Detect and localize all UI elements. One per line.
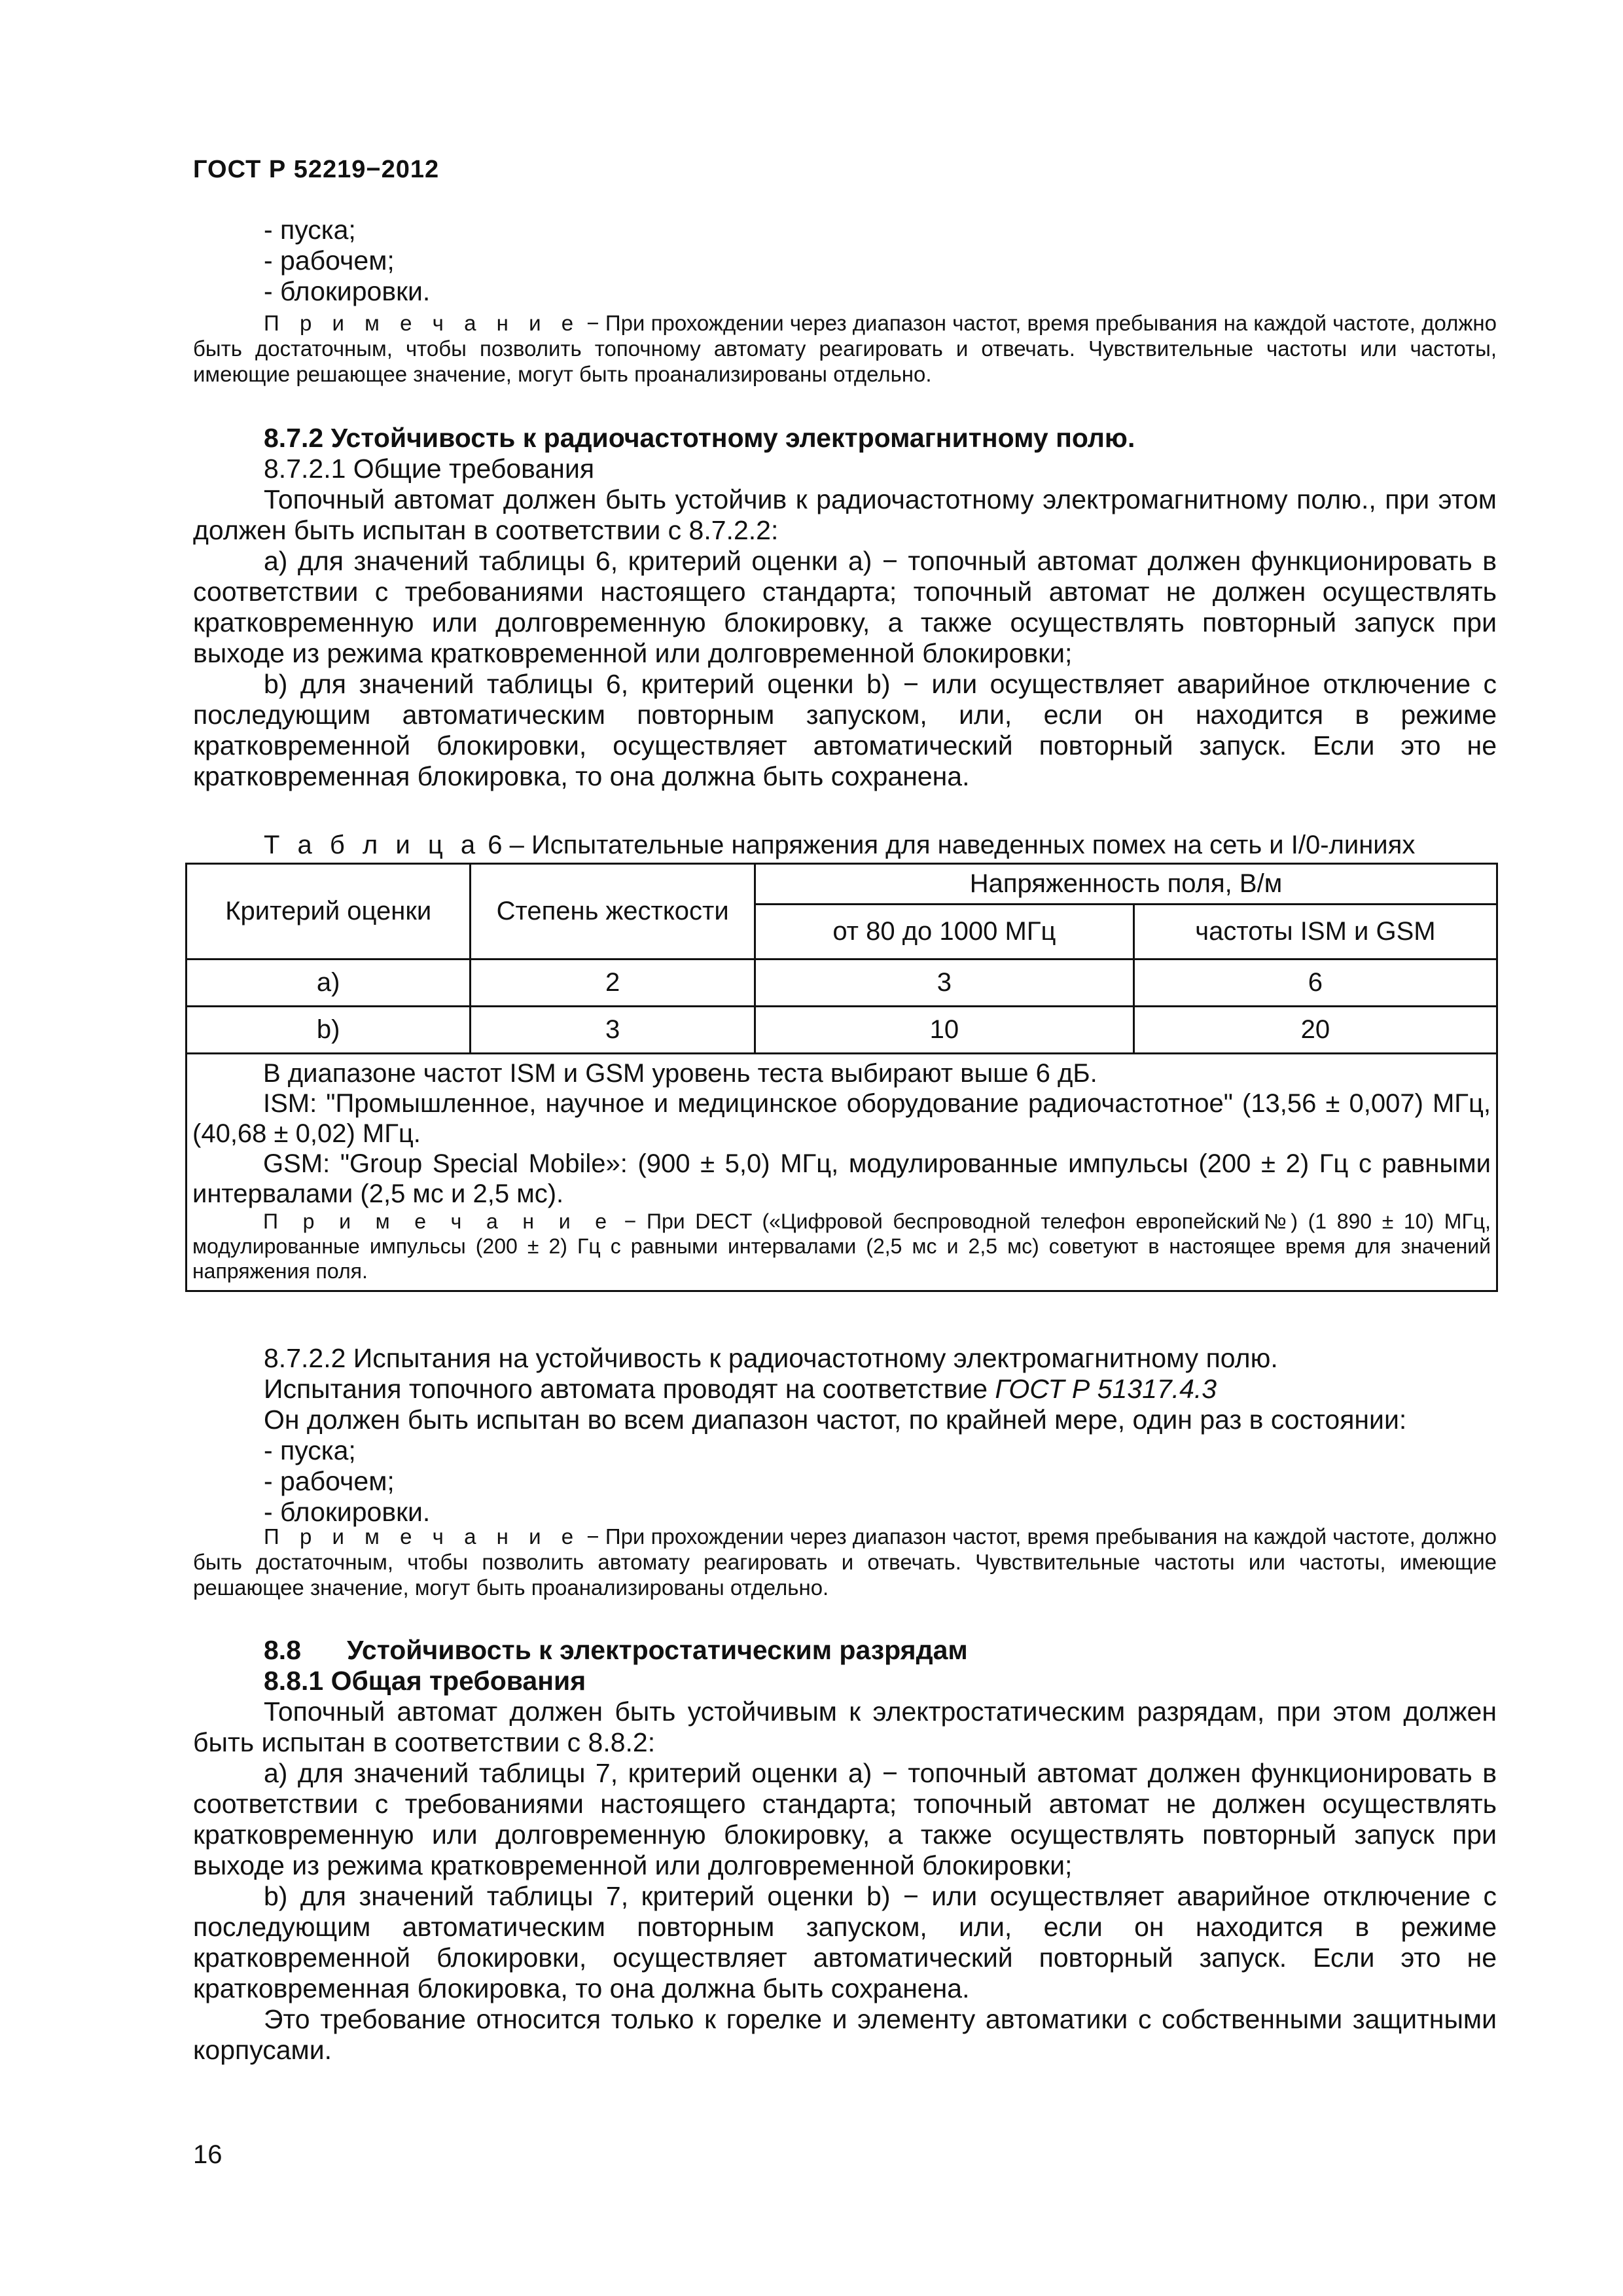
list-item: - пуска; [264,215,356,245]
paragraph: Испытания топочного автомата проводят на соответствие [264,1374,995,1404]
table-header-ism-gsm: частоты ISM и GSM [1133,905,1497,960]
note-label: П р и м е ч а н и е [263,1210,615,1233]
section-8-7-2 [193,423,1497,792]
note-label: П р и м е ч а н и е [264,1524,581,1549]
paragraph: b) для значений таблицы 6, критерий оценки b) − или осуществляет аварийное отключение с последующим автоматическим повторным запуском, или, если он находится в режиме кратковременной блокировки, осуществляет автоматический повторный запуск. Если это не кратковременная блокировка, то она должна быть сохранена. [193,669,1497,791]
table-row [187,960,1497,1007]
subsection-heading: 8.7.2.1 Общие требования [264,454,595,484]
table-header-criterion: Критерий оценки [187,864,471,960]
table-caption-text: 6 – Испытательные напряжения для наведенных помех на сеть и I/0-линиях [480,831,1416,859]
table-cell: 6 [1133,960,1497,1007]
paragraph: Топочный автомат должен быть устойчивым к электростатическим разрядам, при этом должен быть испытан в соответствии с 8.8.2: [193,1696,1497,1757]
list-item: - рабочем; [264,1466,395,1496]
table-cell: b) [187,1007,471,1054]
table-caption-label: Т а б л и ц а [264,831,481,859]
note-text: − При DECT («Цифровой беспроводной телефон европейский№) (1 890 ± 10) МГц, модулированные импульсы (200 ± 2) Гц с равными интервалами (2,5 мс и 2,5 мс) советуют в настоящее время для значений напряжения поля. [192,1210,1491,1283]
note-2 [193,1524,1497,1600]
table-foot-line: В диапазоне частот ISM и GSM уровень теста выбирают выше 6 дБ. [263,1059,1097,1088]
table-footnote [187,1054,1497,1291]
table-cell: 3 [755,960,1133,1007]
table-cell: 20 [1133,1007,1497,1054]
note-1 [193,310,1497,387]
table-cell: 10 [755,1007,1133,1054]
table-header-severity: Степень жесткости [471,864,755,960]
state-list [193,1435,1497,1528]
note-text: − При прохождении через диапазон частот, время пребывания на каждой частоте, должно быть достаточным, чтобы позволить автомату реагировать и отвечать. Чувствительные частоты или частоты, имеющие решающее значение, могут быть проанализированы отдельно. [193,1524,1497,1600]
table-caption [193,830,1497,861]
list-item: - блокировки. [264,1497,431,1527]
subsection-heading: 8.7.2.2 Испытания на устойчивость к радиочастотному электромагнитному полю. [264,1343,1278,1373]
list-item: - пуска; [264,1435,356,1465]
list-item: - блокировки. [264,276,431,306]
paragraph: b) для значений таблицы 7, критерий оценки b) − или осуществляет аварийное отключение с последующим автоматическим повторным запуском, или, если он находится в режиме кратковременной блокировки, осуществляет автоматический повторный запуск. Если это не кратковременная блокировка, то она должна быть сохранена. [193,1881,1497,2003]
section-heading: 8.7.2 Устойчивость к радиочастотному электромагнитному полю. [264,423,1135,453]
standard-reference: ГОСТ Р 51317.4.3 [995,1374,1217,1404]
section-heading: Устойчивость к электростатическим разрядам [347,1635,968,1665]
paragraph: Топочный автомат должен быть устойчив к радиочастотному электромагнитному полю., при этом должен быть испытан в соответствии с 8.7.2.2: [193,484,1497,545]
page-number: 16 [193,2140,223,2169]
paragraph: Это требование относится только к горелке и элементу автоматики с собственными защитными корпусами. [193,2004,1497,2065]
table-foot-line: ISM: "Промышленное, научное и медицинское оборудование радиочастотное" (13,56 ± 0,007) МГц, (40,68 ± 0,02) МГц. [192,1089,1491,1148]
table-cell: 2 [471,960,755,1007]
section-8-8 [193,1635,1497,2066]
paragraph: Он должен быть испытан во всем диапазон частот, по крайней мере, один раз в состоянии: [264,1405,1407,1435]
table-header-range: от 80 до 1000 МГц [755,905,1133,960]
paragraph: a) для значений таблицы 7, критерий оценки a) − топочный автомат должен функционировать в соответствии с требованиями настоящего стандарта; топочный автомат не должен осуществлять кратковременную или долговременную блокировку, а также осуществлять повторный запуск при выходе из режима кратковременной или долговременной блокировки; [193,1758,1497,1880]
section-8-7-2-2 [193,1343,1497,1528]
list-item: - рабочем; [264,245,395,276]
document-header: ГОСТ Р 52219−2012 [193,156,440,183]
table-6 [185,863,1498,1292]
section-number: 8.8 [264,1635,301,1665]
top-list [193,215,1497,307]
subsection-heading: 8.8.1 Общая требования [264,1666,586,1696]
note-label: П р и м е ч а н и е [264,311,581,335]
table-cell: a) [187,960,471,1007]
paragraph: a) для значений таблицы 6, критерий оценки a) − топочный автомат должен функционировать в соответствии с требованиями настоящего стандарта; топочный автомат не должен осуществлять кратковременную или долговременную блокировку, а также осуществлять повторный запуск при выходе из режима кратковременной или долговременной блокировки; [193,546,1497,668]
note-text: − При прохождении через диапазон частот, время пребывания на каждой частоте, должно быть достаточным, чтобы позволить топочному автомату реагировать и отвечать. Чувствительные частоты или частоты, имеющие решающее значение, могут быть проанализированы отдельно. [193,311,1497,386]
table-cell: 3 [471,1007,755,1054]
table-header-field-strength: Напряженность поля, В/м [755,864,1497,905]
table-row [187,1007,1497,1054]
table-foot-line: GSM: "Group Special Mobile»: (900 ± 5,0) МГц, модулированные импульсы (200 ± 2) Гц с равными интервалами (2,5 мс и 2,5 мс). [192,1149,1491,1208]
